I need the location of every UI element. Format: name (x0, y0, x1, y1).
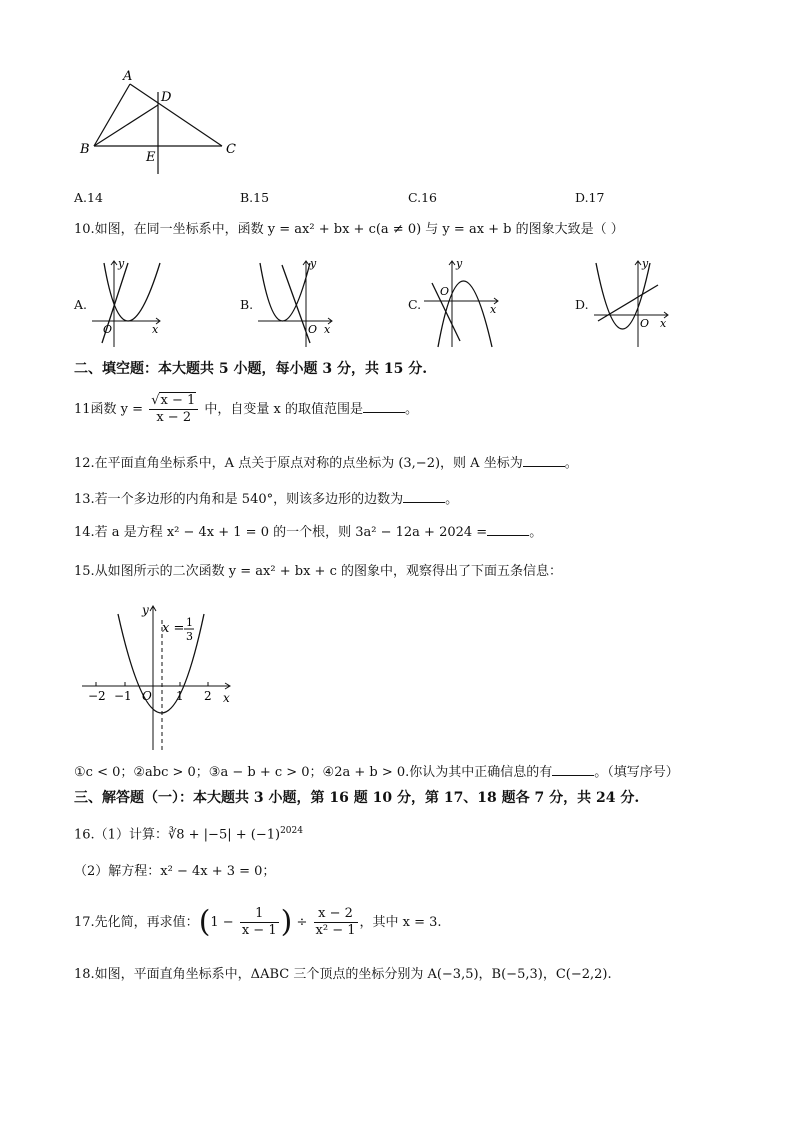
svg-text:x: x (660, 317, 667, 330)
q11-fraction: $\frac{√x - 1}{x - 2}$ (149, 393, 198, 426)
svg-text:O: O (142, 689, 152, 703)
svg-text:y: y (310, 257, 317, 270)
label-e: E (146, 150, 156, 165)
q13: 13.若一个多边形的内角和是 540°，则该多边形的边数为 。 (74, 492, 459, 507)
section-2-heading: 二、填空题：本大题共 5 小题，每小题 3 分，共 15 分. (74, 361, 428, 377)
q10-graph-b (254, 255, 339, 350)
q16-part1: 16.（1）计算：∛8 + $|-5| + (-1)^{2024}$ (74, 826, 303, 843)
q10-graph-c (420, 255, 505, 350)
svg-text:3: 3 (186, 630, 193, 643)
q15-blank[interactable] (552, 763, 594, 776)
label-d: D (161, 90, 172, 105)
q10-label-d: D. (575, 297, 589, 312)
svg-text:x: x (324, 323, 331, 336)
q12: 12.在平面直角坐标系中，A 点关于原点对称的点坐标为 (3,−2)，则 A 坐标为 。 (74, 456, 578, 471)
q17: 17.先化简，再求值：(1 − $\frac{1}{x - 1}$ ) ÷ $\frac{x - 2}{\text{x² − 1}}$ ，其中 x = 3. (74, 904, 442, 940)
q10-stem: 10.如图，在同一坐标系中，函数 y = ax² + bx + c(a ≠ 0) 与 y = ax + b 的图象大致是（ ） (74, 222, 624, 237)
label-c: C (226, 142, 236, 157)
q13-blank[interactable] (403, 490, 445, 503)
svg-text:x: x (490, 303, 497, 316)
section-3-heading: 三、解答题（一）：本大题共 3 小题，第 16 题 10 分，第 17、18 题各 7 分，共 24 分. (74, 790, 640, 806)
svg-text:O: O (308, 323, 318, 336)
q10-label-b: B. (240, 297, 254, 312)
svg-text:y: y (118, 257, 125, 270)
q9-option-c: C.16 (408, 190, 437, 205)
svg-text:O: O (440, 285, 450, 298)
q11: 11函数 y = $\frac{√x - 1}{x - 2}$ 中，自变量 x 的取值范围是 。 (74, 393, 419, 425)
q11-blank[interactable] (363, 400, 405, 413)
q14-blank[interactable] (487, 523, 529, 536)
svg-text:y: y (642, 257, 649, 270)
svg-text:1: 1 (186, 616, 193, 629)
triangle-figure (76, 64, 246, 179)
q15-stem: 15.从如图所示的二次函数 y = ax² + bx + c 的图象中，观察得出了下面五条信息： (74, 564, 562, 579)
q9-option-a: A.14 (74, 190, 103, 205)
q18: 18.如图，平面直角坐标系中，ΔABC 三个顶点的坐标分别为 A(−3,5)，B(−5,3)，C(−2,2). (74, 967, 612, 982)
q14: 14.若 a 是方程 x² − 4x + 1 = 0 的一个根，则 3a² − 12a + 2024 = 。 (74, 525, 543, 540)
svg-text:x =: x = (162, 621, 185, 636)
q10-graph-a (88, 255, 168, 350)
svg-text:y: y (456, 257, 463, 270)
svg-text:x: x (223, 691, 230, 705)
q10-label-c: C. (408, 297, 422, 312)
q15-info: ①c < 0；②abc > 0；③a − b + c > 0；④2a + b > 0.你认为其中正确信息的有 。（填写序号） (74, 765, 679, 780)
svg-text:2: 2 (204, 689, 212, 703)
svg-text:O: O (103, 323, 113, 336)
q12-blank[interactable] (523, 454, 565, 467)
q10-label-a: A. (74, 297, 88, 312)
svg-text:y: y (142, 603, 149, 617)
q9-option-b: B.15 (240, 190, 270, 205)
label-a: A (123, 69, 133, 84)
svg-text:O: O (640, 317, 650, 330)
svg-text:x: x (152, 323, 159, 336)
svg-text:−2: −2 (88, 689, 106, 703)
q9-option-d: D.17 (575, 190, 605, 205)
q16-part2: （2）解方程：x² − 4x + 3 = 0； (74, 864, 276, 879)
svg-text:1: 1 (176, 689, 184, 703)
label-b: B (80, 142, 90, 157)
q15-parabola-graph (80, 600, 240, 755)
svg-text:−1: −1 (114, 689, 132, 703)
q10-graph-d (590, 255, 675, 350)
